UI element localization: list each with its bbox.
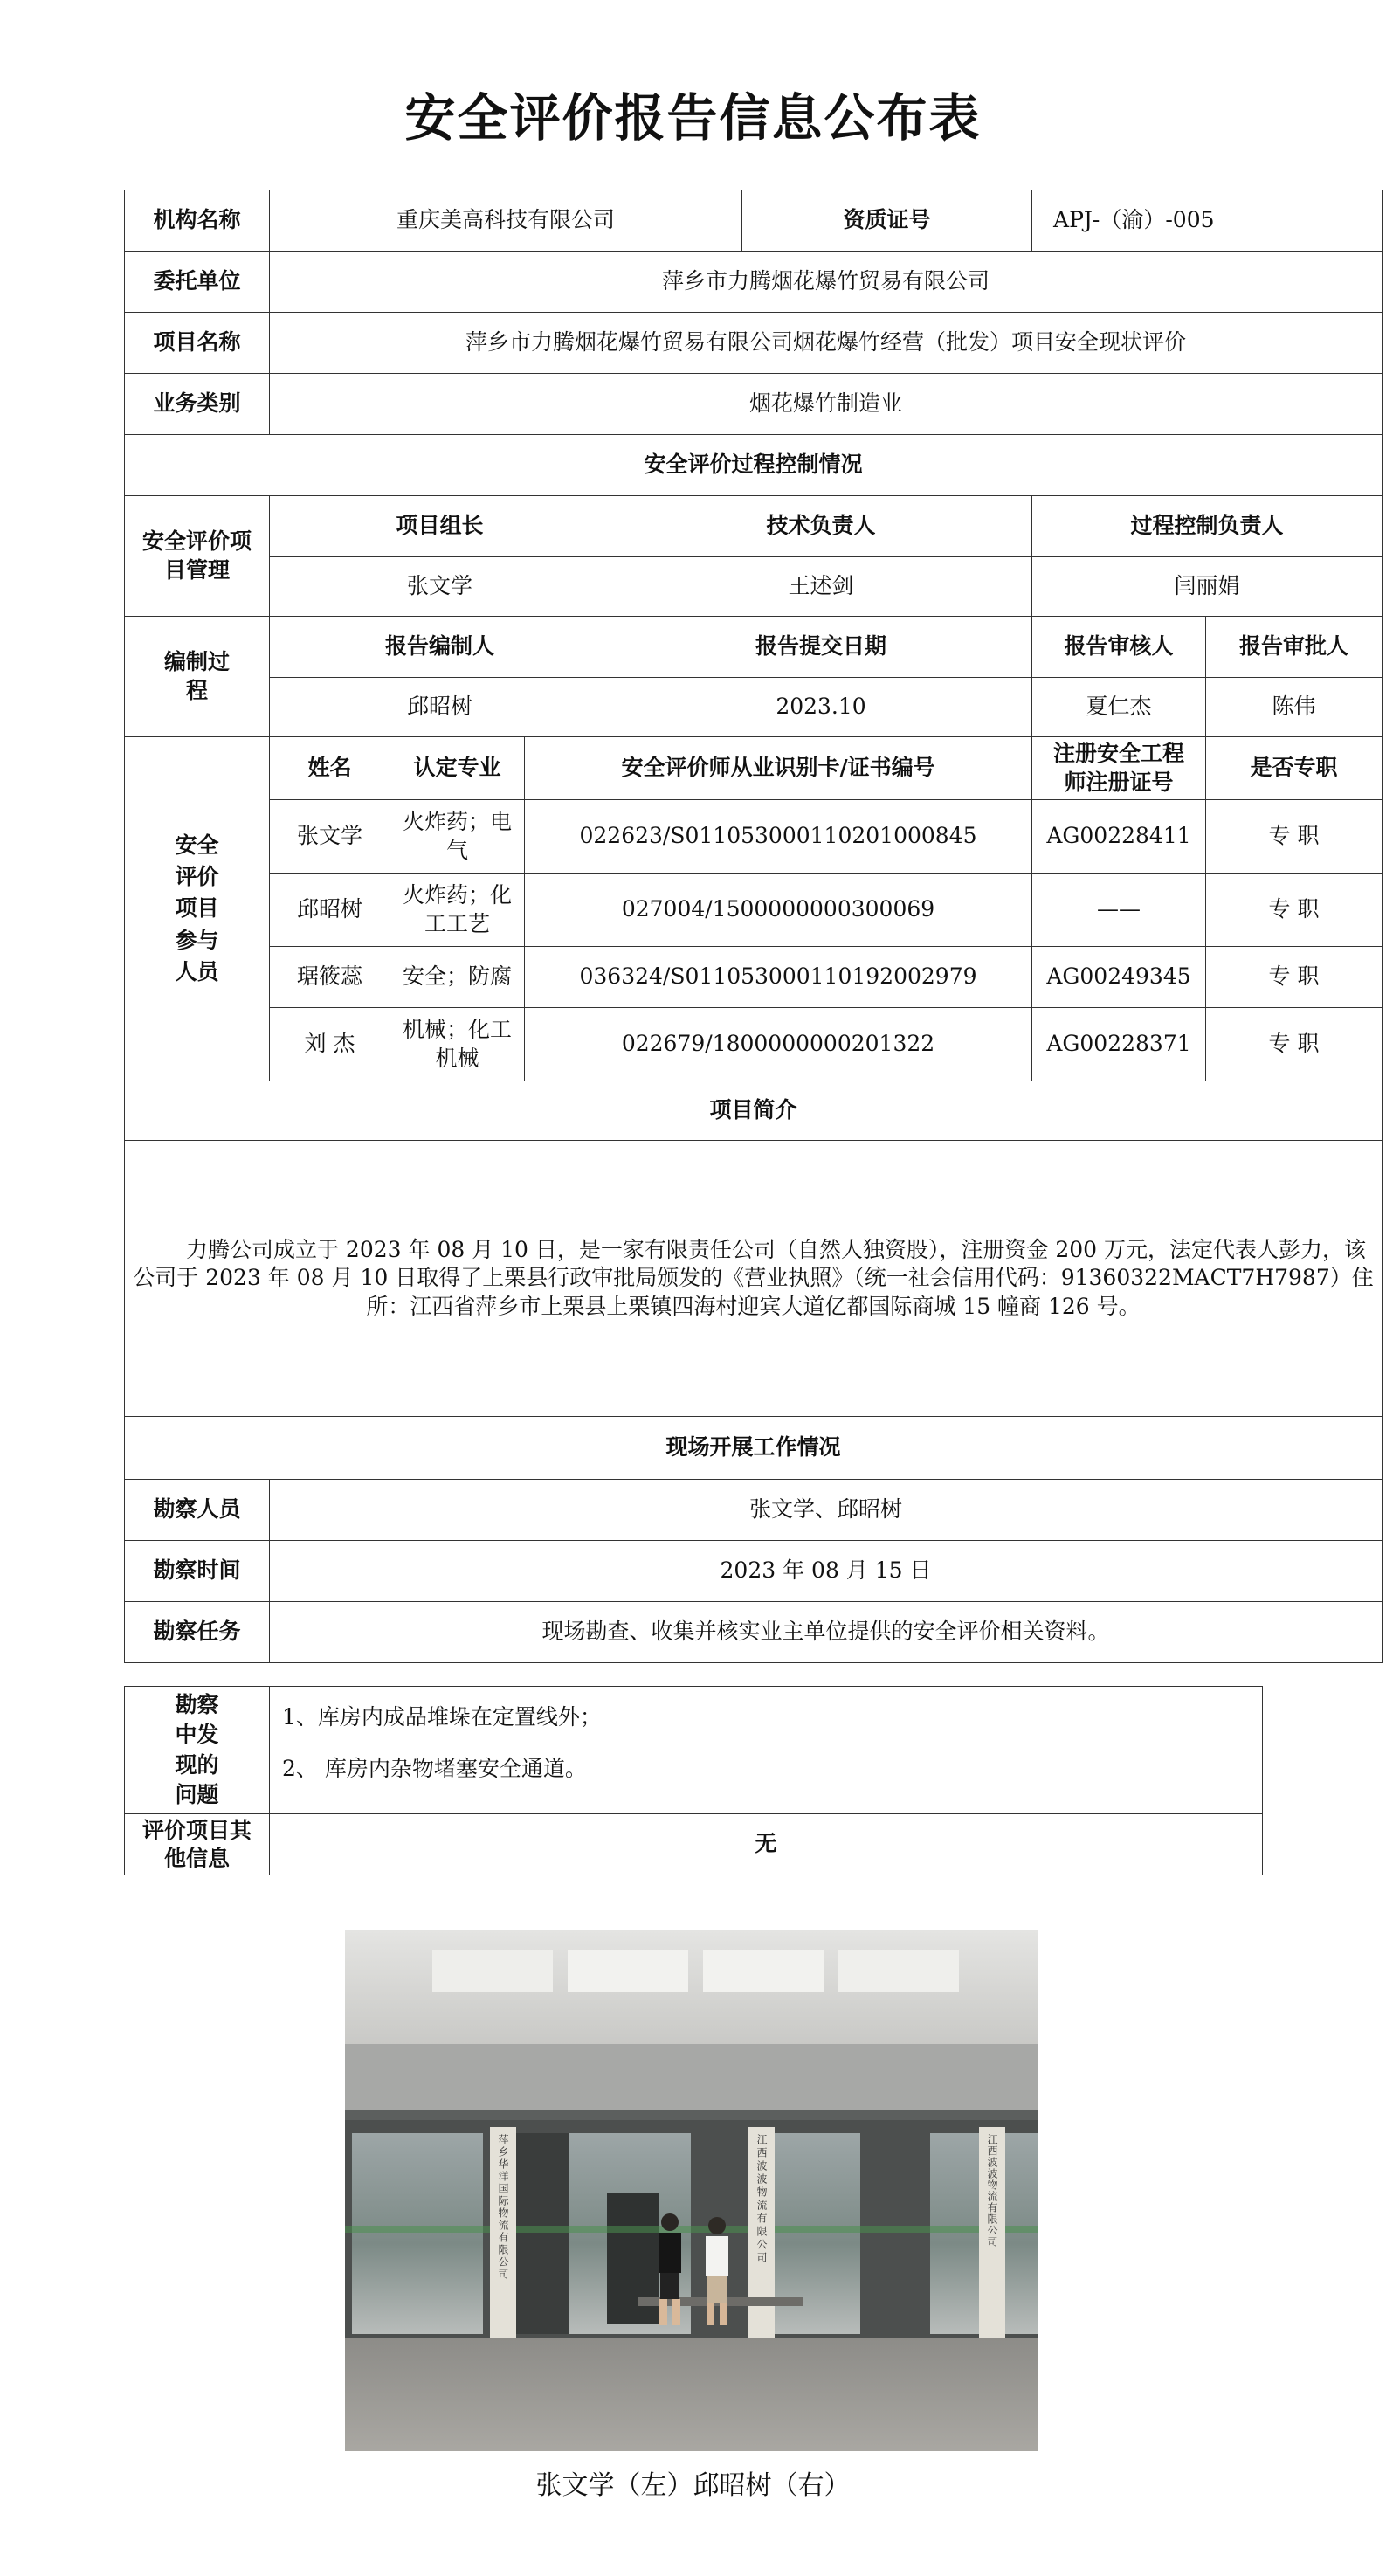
reviewer-label: 报告审核人 (1032, 617, 1206, 678)
staff-header-cert: 安全评价师从业识别卡/证书编号 (525, 737, 1032, 800)
author-label: 报告编制人 (270, 617, 610, 678)
staff-major: 火炸药；化工工艺 (390, 874, 525, 947)
staff-major: 火炸药；电气 (390, 800, 525, 874)
survey-time-value: 2023 年 08 月 15 日 (270, 1541, 1383, 1602)
survey-task-label: 勘察任务 (125, 1602, 270, 1663)
staff-header-name: 姓名 (270, 737, 390, 800)
org-value: 重庆美高科技有限公司 (270, 190, 742, 252)
staff-cert: 027004/1500000000300069 (525, 874, 1032, 947)
leader-label: 项目组长 (270, 496, 610, 557)
project-label: 项目名称 (125, 313, 270, 374)
issue-item: 1、库房内成品堆垛在定置线外； (282, 1704, 602, 1730)
staff-major: 机械；化工机械 (390, 1008, 525, 1081)
leader-value: 张文学 (270, 557, 610, 617)
staff-fulltime: 专 职 (1206, 947, 1383, 1008)
category-label: 业务类别 (125, 374, 270, 435)
staff-reg: AG00249345 (1032, 947, 1206, 1008)
ctrl-label: 过程控制负责人 (1032, 496, 1383, 557)
intro-section-title: 项目简介 (125, 1081, 1383, 1141)
category-value: 烟花爆竹制造业 (270, 374, 1383, 435)
intro-text: 力腾公司成立于 2023 年 08 月 10 日，是一家有限责任公司（自然人独资股），注册资金 200 万元，法定代表人彭力，该公司于 2023 年 08 月 10 日取得了上栗县行政审批局颁发的《营业执照》（统一社会信用代码：91360322MACT7H7987）住所：江西省萍乡市上栗县上栗镇四海村迎宾大道亿都国际商城 15 幢商 126 号。 (133, 1236, 1374, 1319)
site-photo (345, 1930, 1038, 2451)
cert-value: APJ-（渝）-005 (1032, 190, 1383, 252)
survey-task-value: 现场勘查、收集并核实业主单位提供的安全评价相关资料。 (270, 1602, 1383, 1663)
org-label: 机构名称 (125, 190, 270, 252)
site-section-title: 现场开展工作情况 (125, 1417, 1383, 1480)
staff-name: 刘 杰 (270, 1008, 390, 1081)
approver-label: 报告审批人 (1206, 617, 1383, 678)
compile-label: 编制过程 (125, 617, 270, 737)
cert-label: 资质证号 (742, 190, 1032, 252)
author-value: 邱昭树 (270, 678, 610, 737)
sign-right: 江西波波物流有限公司 (986, 2134, 998, 2248)
staff-major: 安全；防腐 (390, 947, 525, 1008)
staff-cert: 022623/S011053000110201000845 (525, 800, 1032, 874)
intro-text-cell (125, 1141, 1383, 1417)
staff-name: 琚筱蕊 (270, 947, 390, 1008)
mgmt-label: 安全评价项目管理 (125, 496, 270, 617)
staff-name: 邱昭树 (270, 874, 390, 947)
staff-reg: —— (1032, 874, 1206, 947)
other-info-label: 评价项目其他信息 (125, 1814, 270, 1875)
staff-fulltime: 专 职 (1206, 1008, 1383, 1081)
issues-label: 勘察中发现的问题 (125, 1687, 270, 1814)
issue-item: 2、 库房内杂物堵塞安全通道。 (282, 1756, 587, 1781)
staff-fulltime: 专 职 (1206, 874, 1383, 947)
date-value: 2023.10 (610, 678, 1032, 737)
staff-header-fulltime: 是否专职 (1206, 737, 1383, 800)
date-label: 报告提交日期 (610, 617, 1032, 678)
other-info-value: 无 (270, 1814, 1263, 1875)
staff-cert: 022679/1800000000201322 (525, 1008, 1032, 1081)
issues-table (124, 1686, 1263, 1875)
staff-name: 张文学 (270, 800, 390, 874)
process-section-title: 安全评价过程控制情况 (125, 435, 1383, 496)
staff-cert: 036324/S011053000110192002979 (525, 947, 1032, 1008)
staff-reg: AG00228411 (1032, 800, 1206, 874)
staff-label: 安全评价项目参与人员 (125, 737, 270, 1081)
staff-header-reg: 注册安全工程师注册证号 (1032, 737, 1206, 800)
survey-people-value: 张文学、邱昭树 (270, 1480, 1383, 1541)
staff-header-major: 认定专业 (390, 737, 525, 800)
survey-people-label: 勘察人员 (125, 1480, 270, 1541)
tech-value: 王述剑 (610, 557, 1032, 617)
info-table (124, 190, 1383, 1663)
approver-value: 陈伟 (1206, 678, 1383, 737)
issues-list (270, 1687, 1263, 1814)
reviewer-value: 夏仁杰 (1032, 678, 1206, 737)
ctrl-value: 闫丽娟 (1032, 557, 1383, 617)
project-value: 萍乡市力腾烟花爆竹贸易有限公司烟花爆竹经营（批发）项目安全现状评价 (270, 313, 1383, 374)
survey-time-label: 勘察时间 (125, 1541, 270, 1602)
page-title: 安全评价报告信息公布表 (404, 88, 982, 148)
client-label: 委托单位 (125, 252, 270, 313)
staff-fulltime: 专 职 (1206, 800, 1383, 874)
sign-left: 萍乡华洋国际物流有限公司 (497, 2134, 509, 2281)
client-value: 萍乡市力腾烟花爆竹贸易有限公司 (270, 252, 1383, 313)
staff-reg: AG00228371 (1032, 1008, 1206, 1081)
photo-caption: 张文学（左）邱昭树（右） (535, 2470, 851, 2501)
sign-mid: 江西波波物流有限公司 (755, 2134, 768, 2265)
tech-label: 技术负责人 (610, 496, 1032, 557)
